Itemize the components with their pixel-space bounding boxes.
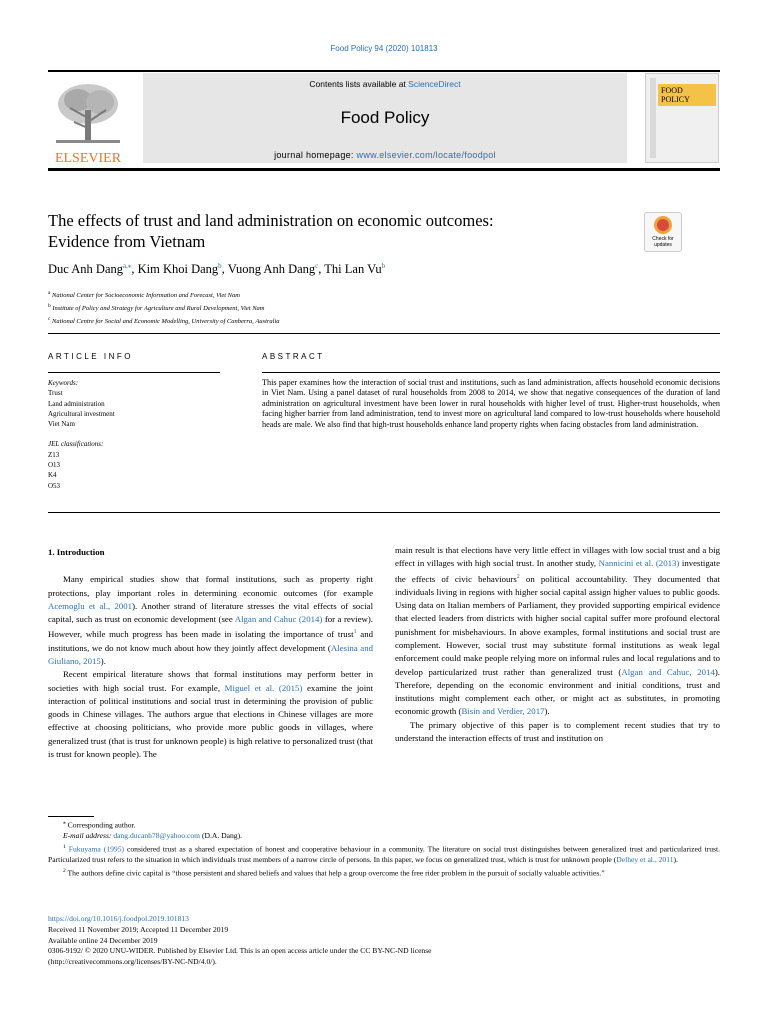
abstract-rule xyxy=(262,372,720,373)
paper-title xyxy=(48,210,608,252)
available-online: Available online 24 December 2019 xyxy=(48,935,158,945)
elsevier-tree-icon xyxy=(48,78,128,164)
cover-text-1: FOOD xyxy=(661,86,683,95)
divider xyxy=(48,333,720,334)
keyword: Land administration xyxy=(48,399,105,408)
check-for-updates-button[interactable] xyxy=(644,212,682,252)
citation-link[interactable]: Bisin and Verdier, 2017 xyxy=(461,706,545,717)
license-line-2: (http://creativecommons.org/licenses/BY-NC-ND/4.0/). xyxy=(48,957,217,967)
jel-code: O13 xyxy=(48,461,61,470)
keyword: Agricultural investment xyxy=(48,409,115,418)
keyword: Trust xyxy=(48,389,63,398)
citation-link[interactable]: Delhey et al., 2011 xyxy=(616,855,674,865)
paragraph: main result is that elections have very little effect in villages with low social trust and a big effect in villages with high social trust. In another study, Nannicini et al. (2013) investigate the effects of civic behaviours$^2$ on political accountability. They documented that individuals living in regions with higher social capital assign higher values to public goods. Using data on Italian members of Parliament, they provided supporting empirical evidence that elected leaders from districts with higher social capital suffer more profound electoral punishment for misbehaviours. In above examples, formal institutions and social trust are complement. However, social trust may substitute formal institutions as weak legal enforcement could make people relying more on informal rules and local regulations and to develop particularized trust rather than generalized trust (Algan and Cahuc, 2014). Therefore, depending on the economic environment and initial conditions, trust and institutions might complement each other, or might act as substitutes, in promoting economic growth (Bisin and Verdier, 2017). xyxy=(395,545,720,717)
footnote-2: $^2$ The authors define civic capital is “those persistent and shared beliefs and values that help a group overcome the free rider problem in the pursuit of socially valuable activities.” xyxy=(63,868,605,878)
received-dates: Received 11 November 2019; Accepted 11 December 2019 xyxy=(48,924,229,934)
journal-cover-thumbnail[interactable] xyxy=(645,73,719,163)
homepage-line xyxy=(143,150,627,160)
jel-code: Z13 xyxy=(48,450,60,459)
footnote-ref[interactable]: 2 xyxy=(516,573,520,580)
cover-text-2: POLICY xyxy=(661,95,690,104)
abstract-text: This paper examines how the interaction of social trust and institutions, such as land administration, affects household economic decisions in Viet Nam. Using a panel dataset of rural households from 2008 to 2014, we show that negative consequences of the duration of land administration on agricultural investment have been lower in rural households with higher level of trust. Higher-trust households, when facing higher barrier from land administration, tend to invest more on agricultural land compared to low-trust households where household heads are male. We also find that high-trust households enhance land property rights when facing obstacles from land administration. xyxy=(262,378,720,429)
divider xyxy=(48,512,720,513)
jel-code: O53 xyxy=(48,481,61,490)
paragraph: Recent empirical literature shows that formal institutions may perform better in societies with high social trust. For example, Miguel et al. (2015) examine the joint interaction of political institutions and social trust in determining the provision of public goods in Chinese villages. The authors argue that elections in Chinese villages are more effective at choosing politicians, who provide more public goods in villages, where generalized trust (that is trust for unknown people) is high relative to personalized trust (that is trust for known people). The xyxy=(48,669,373,760)
check-updates-icon xyxy=(654,216,672,234)
header-top-rule xyxy=(48,70,720,72)
citation-link[interactable]: Algan and Cahuc (2014) xyxy=(234,614,323,625)
doi-link[interactable]: https://doi.org/10.1016/j.foodpol.2019.101813 xyxy=(48,914,189,923)
citation-link[interactable]: Miguel et al. (2015) xyxy=(224,682,303,693)
footnote-email: E-mail address: dang.ducanh78@yahoo.com (D.A. Dang). xyxy=(63,831,243,841)
jel-code: K4 xyxy=(48,471,57,480)
article-info-heading: ARTICLE INFO xyxy=(48,352,133,361)
body-column-right xyxy=(395,544,720,745)
publisher-wordmark: ELSEVIER xyxy=(54,151,122,164)
journal-reference[interactable]: Food Policy 94 (2020) 101813 xyxy=(330,44,438,53)
homepage-prefix: journal homepage: xyxy=(274,150,357,160)
cover-stripe xyxy=(650,78,656,158)
check-updates-label: Check for updates xyxy=(652,236,674,248)
sciencedirect-link[interactable]: ScienceDirect xyxy=(408,79,461,89)
affiliation-c: $^c$ National Centre for Social and Economic Modelling, University of Canberra, Australia xyxy=(48,316,280,326)
affiliations xyxy=(48,288,720,327)
license-line-1: 0306-9192/ © 2020 UNU-WIDER. Published by Elsevier Ltd. This is an open access article under the CC BY-NC-ND license xyxy=(48,946,432,956)
jel-label: JEL classifications: xyxy=(48,440,104,449)
article-info-rule xyxy=(48,372,220,373)
author-1[interactable]: Duc Anh Dang$^{a,⁎}$ xyxy=(48,262,132,277)
author-list: Duc Anh Dang$^{a,⁎}$, Kim Khoi Dang$^b$, Vuong Anh Dang$^c$, Thi Lan Vu$^b$ xyxy=(48,262,386,277)
keywords-label: Keywords: xyxy=(48,379,79,387)
contents-prefix: Contents lists available at xyxy=(309,79,409,89)
citation-link[interactable]: Alesina and Giuliano, 2015 xyxy=(48,642,373,666)
cover-title xyxy=(658,84,716,106)
journal-title: Food Policy xyxy=(340,108,430,127)
affiliation-a: $^a$ National Center for Socioeconomic Information and Forecast, Viet Nam xyxy=(48,290,240,300)
footnotes xyxy=(48,818,720,880)
author-3[interactable]: Vuong Anh Dang$^c$ xyxy=(227,262,319,277)
body-column-left xyxy=(48,546,373,761)
footnote-corresponding: ⁎ Corresponding author. xyxy=(63,820,136,830)
citation-link[interactable]: Acemoglu et al., 2001 xyxy=(48,600,133,611)
footnote-rule xyxy=(48,816,94,817)
author-2[interactable]: Kim Khoi Dang$^b$ xyxy=(137,262,222,277)
paragraph: Many empirical studies show that formal institutions, such as property right protections, play important roles in determining economic outcomes (for example Acemoglu et al., 2001). Another strand of literature stresses the vital effects of social capital, such as trust on economic development (see Algan and Cahuc (2014) for a review). However, while much progress has been made in isolating the importance of trust$^1$ and institutions, we do not know much about how they jointly affect development (Alesina and Giuliano, 2015). xyxy=(48,574,374,666)
author-4[interactable]: Thi Lan Vu$^b$ xyxy=(324,262,386,277)
abstract-heading: ABSTRACT xyxy=(262,352,325,361)
paragraph: The primary objective of this paper is to complement recent studies that try to understand the interaction effects of trust and institution on xyxy=(395,719,720,744)
title-line-2: Evidence from Vietnam xyxy=(48,232,206,251)
citation-link[interactable]: Algan and Cahuc, 2014 xyxy=(621,666,715,677)
title-line-1: The effects of trust and land administration on economic outcomes: xyxy=(48,211,494,230)
footnote-ref[interactable]: 1 xyxy=(353,629,357,636)
contents-line xyxy=(143,79,627,89)
section-heading: 1. Introduction xyxy=(48,547,105,557)
publication-info xyxy=(48,914,720,968)
elsevier-logo[interactable] xyxy=(48,78,128,164)
citation-link[interactable]: Fukuyama (1995) xyxy=(68,844,125,854)
affiliation-b: $^b$ Institute of Policy and Strategy for Agriculture and Rural Development, Viet Nam xyxy=(48,303,265,313)
header-bottom-rule xyxy=(48,168,720,171)
citation-link[interactable]: Nannicini et al. (2013) xyxy=(598,558,680,569)
footnote-1: $^1$ Fukuyama (1995) considered trust as a shared expectation of honest and cooperative behaviour in a community. The literature on social trust distinguishes between generalized trust and particularized trust. Particularized trust refers to the situation in which individuals trust members of a narrow circle of persons. In this paper, we focus on generalized trust, which is trust for unknown people (Delhey et al., 2011). xyxy=(48,844,721,865)
email-link[interactable]: dang.ducanh78@yahoo.com xyxy=(113,831,201,841)
keyword: Viet Nam xyxy=(48,420,75,429)
article-info xyxy=(48,378,220,491)
homepage-link[interactable]: www.elsevier.com/locate/foodpol xyxy=(356,150,496,160)
